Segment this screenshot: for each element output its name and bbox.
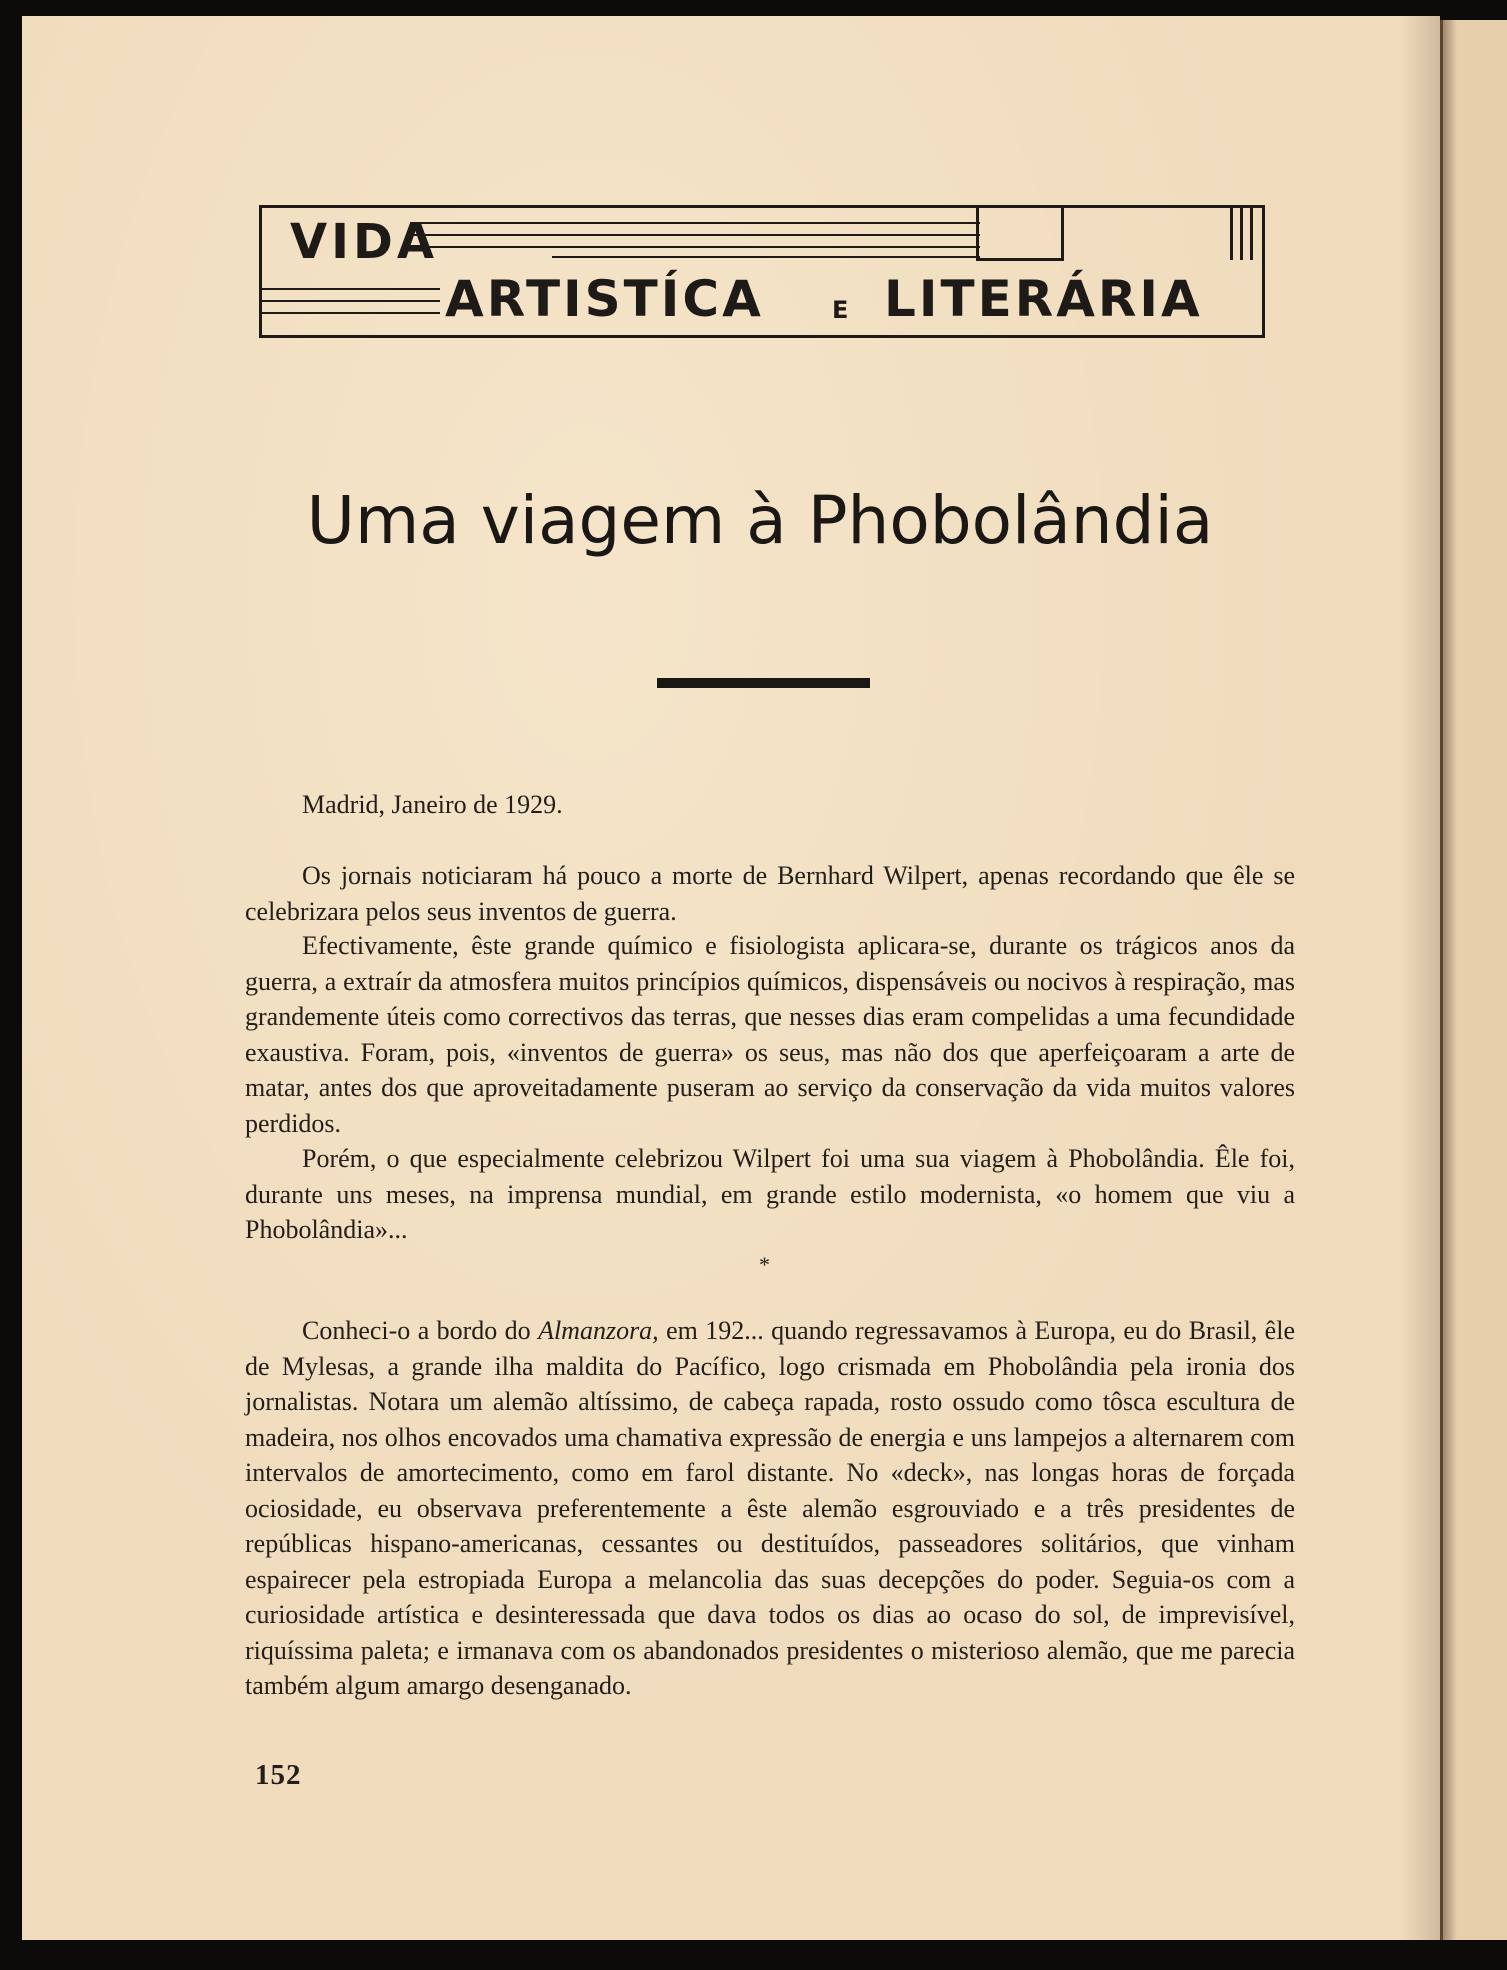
article-title: Uma viagem à Phobolândia: [306, 482, 1214, 559]
masthead-rule: [410, 246, 980, 248]
page-number: 152: [255, 1759, 302, 1791]
body-paragraph-2: [245, 928, 1295, 1141]
masthead-ornament-bar: [1250, 208, 1253, 260]
masthead-word-artistica: ARTISTÍCA: [445, 270, 764, 328]
body-paragraph-4: [245, 1313, 1295, 1704]
masthead-rule: [410, 234, 980, 236]
masthead-ornament-bar: [1240, 208, 1243, 260]
masthead-ornament-box: [976, 205, 1064, 261]
body-paragraph-3: [245, 1141, 1295, 1248]
paragraph-text: Porém, o que especialmente celebrizou Wilpert foi uma sua viagem à Phobolândia. Êle foi, durante uns meses, na imprensa mundial, em grande estilo modernista, «o homem que viu a Phobolândia»...: [245, 1144, 1295, 1244]
spine-shadow: [1400, 16, 1440, 1940]
paragraph-text-rest: em 192... quando regressavamos à Europa, eu do Brasil, êle de Mylesas, a grande ilha maldita do Pacífico, logo crismada em Phobolândia pela ironia dos jornalistas. Notara um alemão altíssimo, de cabeça rapada, rosto ossudo como tôsca escultura de madeira, nos olhos encovados uma chamativa expressão de energia e uns lampejos a alternarem com intervalos de amortecimento, como em farol distante. No «deck», nas longas horas de forçada ociosidade, eu observava preferentemente a êste alemão esgrouviado e a três presidentes de repúblicas hispano-americanas, cessantes ou destituídos, passeadores solitários, que vinham espairecer pela estropiada Europa a melancolia das suas decepções do poder. Seguia-os com a curiosidade artística e desinteressada que dava todos os dias ao ocaso do sol, de imprevisível, riquíssima paleta; e irmanava com os abandonados presidentes o misterioso alemão, que me parecia também algum amargo desenganado.: [245, 1316, 1295, 1700]
facing-page-edge: [1440, 20, 1507, 1940]
masthead-rule: [262, 300, 440, 302]
body-paragraph-1: [245, 858, 1295, 929]
section-masthead: [259, 205, 1265, 338]
paragraph-text: Os jornais noticiaram há pouco a morte de Bernhard Wilpert, apenas recordando que êle se celebrizara pelos seus inventos de guerra.: [245, 861, 1295, 926]
masthead-rule: [262, 312, 440, 314]
masthead-rule: [262, 288, 440, 290]
title-underline-rule: [657, 678, 870, 688]
paragraph-text-start: Conheci-o a bordo do: [302, 1316, 539, 1345]
ship-name: Almanzora,: [538, 1316, 659, 1345]
dateline: Madrid, Janeiro de 1929.: [302, 790, 563, 819]
paragraph-text: Efectivamente, êste grande químico e fisiologista aplicara-se, durante os trágicos anos da guerra, a extraír da atmosfera muitos princípios químicos, dispensáveis ou nocivos à respiração, mas grandemente úteis como correctivos das terras, que nesses dias eram compelidas a uma fecundidade exaustiva. Foram, pois, «inventos de guerra» os seus, mas não dos que aperfeiçoaram a arte de matar, antes dos que aproveitadamente puseram ao serviço da conservação da vida muitos valores perdidos.: [245, 931, 1295, 1138]
masthead-word-literaria: LITERÁRIA: [884, 270, 1203, 328]
masthead-word-e: E: [832, 296, 851, 324]
masthead-rule: [552, 256, 980, 258]
paragraph-text: [245, 1313, 1295, 1704]
masthead-ornament-bar: [1230, 208, 1233, 260]
masthead-word-vida: VIDA: [290, 214, 438, 270]
masthead-rule: [410, 222, 980, 224]
section-separator: *: [759, 1252, 770, 1277]
